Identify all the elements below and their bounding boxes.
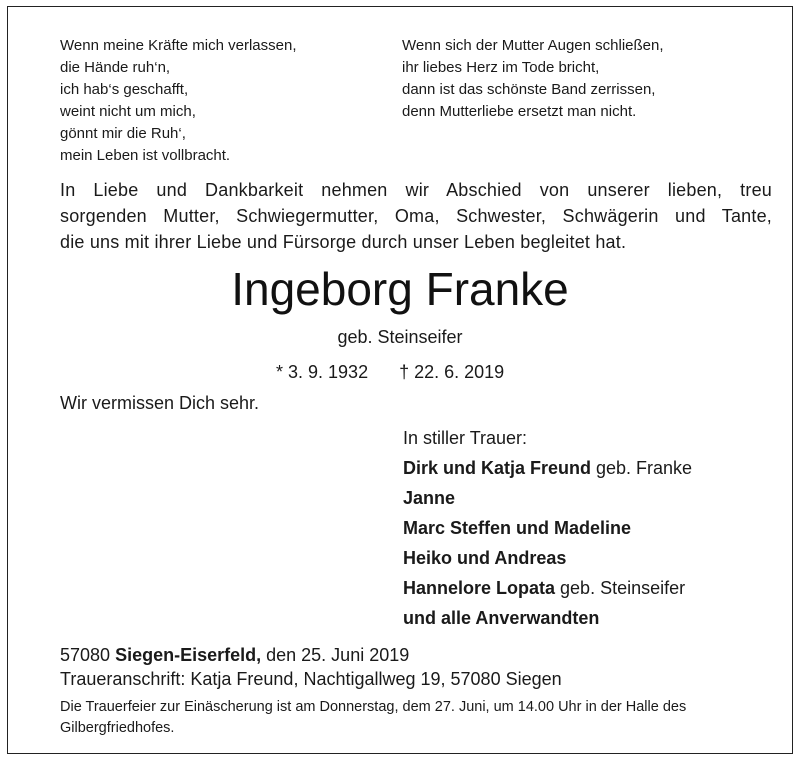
intro-line: sorgenden Mutter, Schwiegermutter, Oma, Schwester, Schwägerin und Tante,: [60, 206, 772, 226]
poems: [60, 35, 752, 167]
mourning-address: Traueranschrift: Katja Freund, Nachtigallweg 19, 57080 Siegen: [60, 669, 562, 689]
mourners-list: [403, 423, 692, 633]
mourner-name: Dirk und Katja Freund: [403, 458, 592, 478]
funeral-info: Die Trauerfeier zur Einäscherung ist am Donnerstag, dem 27. Juni, um 14.00 Uhr in der Halle des Gilbergfriedhofes.: [60, 699, 687, 736]
mourner-row: [403, 603, 692, 633]
miss-line: Wir vermissen Dich sehr.: [60, 393, 260, 413]
mourner-row: [403, 513, 692, 543]
zip-code: 57080: [60, 645, 116, 665]
mourners-heading: In stiller Trauer:: [403, 428, 528, 448]
mourner-row: [403, 543, 692, 573]
mourner-note: geb. Steinseifer: [555, 578, 686, 598]
obituary-notice: [7, 6, 793, 754]
place-date: [60, 643, 562, 667]
intro-line: die uns mit ihrer Liebe und Fürsorge durch unser Leben begleitet hat.: [60, 232, 627, 252]
mourner-name: Hannelore Lopata: [403, 578, 556, 598]
mourner-note: geb. Franke: [591, 458, 693, 478]
intro-text: [60, 177, 772, 255]
maiden-name: geb. Steinseifer: [337, 327, 463, 347]
city: Siegen-Eiserfeld,: [115, 645, 262, 665]
notice-date: den 25. Juni 2019: [261, 645, 410, 665]
mourner-name: Marc Steffen und Madeline: [403, 518, 632, 538]
mourner-row: [403, 453, 692, 483]
place-and-address: [60, 643, 562, 691]
life-dates: [276, 362, 504, 383]
mourner-name: Heiko und Andreas: [403, 548, 567, 568]
death-date: † 22. 6. 2019: [399, 362, 505, 382]
mourner-row: [403, 573, 692, 603]
deceased-name: Ingeborg Franke: [231, 263, 569, 315]
poem-left: Wenn meine Kräfte mich verlassen, die Hände ruh‘n, ich hab‘s geschafft, weint nicht um mich, gönnt mir die Ruh‘, mein Leben ist vollbracht.: [60, 37, 297, 164]
birth-date: * 3. 9. 1932: [276, 362, 369, 382]
mourner-name: und alle Anverwandten: [403, 608, 600, 628]
intro-line: In Liebe und Dankbarkeit nehmen wir Abschied von unserer lieben, treu: [60, 180, 772, 200]
mourner-row: [403, 483, 692, 513]
mourner-name: Janne: [403, 488, 456, 508]
poem-right: Wenn sich der Mutter Augen schließen, ihr liebes Herz im Tode bricht, dann ist das schönste Band zerrissen, denn Mutterliebe ersetzt man nicht.: [402, 37, 664, 120]
